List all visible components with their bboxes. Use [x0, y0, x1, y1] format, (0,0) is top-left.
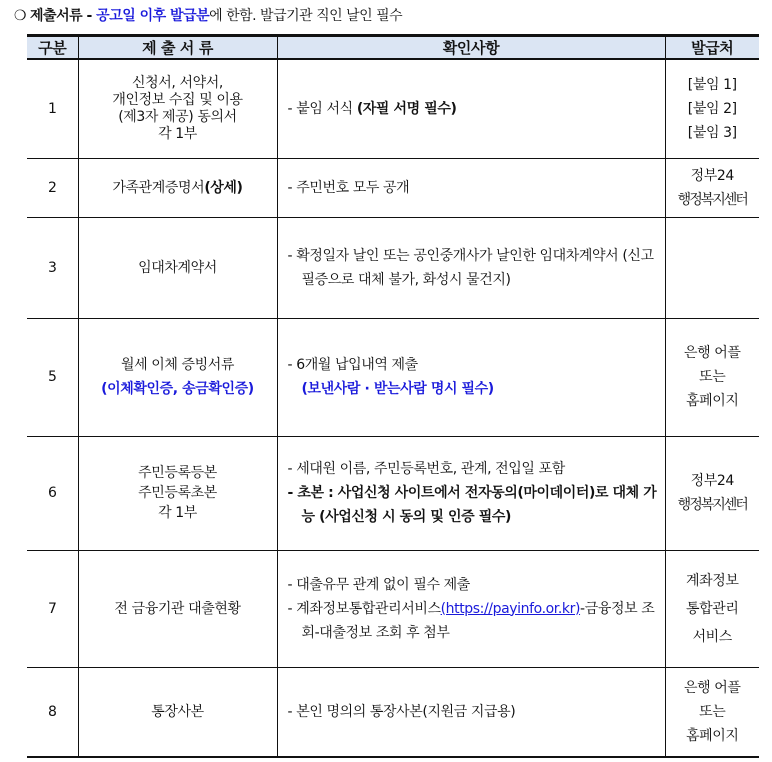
- row-check: - 주민번호 모두 공개: [277, 158, 665, 217]
- table-row: [27, 436, 759, 550]
- row-issuer: 은행 어플 또는 홈페이지: [665, 667, 759, 757]
- table-row: [27, 59, 759, 158]
- row-issuer: 계좌정보 통합관리 서비스: [665, 550, 759, 667]
- row-no: 7: [27, 550, 78, 667]
- header-doc: 제 출 서 류: [78, 36, 277, 60]
- row-check: - 대출유무 관계 없이 필수 제출 - 계좌정보통합관리서비스(https://payinfo.or.kr)-금융정보 조회-대출정보 조회 후 첨부: [277, 550, 665, 667]
- documents-table: [27, 34, 759, 758]
- section-title: ❍ 제출서류 - 공고일 이후 발급분에 한함. 발급기관 직인 날인 필수: [14, 8, 403, 24]
- row-doc: 신청서, 서약서, 개인정보 수집 및 이용 (제3자 제공) 동의서 각 1부: [78, 59, 277, 158]
- table-row: [27, 667, 759, 757]
- row-doc: 통장사본: [78, 667, 277, 757]
- row-no: 3: [27, 217, 78, 318]
- row-no: 2: [27, 158, 78, 217]
- row-issuer: 정부24 행정복지센터: [665, 436, 759, 550]
- row-doc: 임대차계약서: [78, 217, 277, 318]
- row-doc: 전 금융기관 대출현황: [78, 550, 277, 667]
- row-doc: 가족관계증명서(상세): [78, 158, 277, 217]
- row-no: 6: [27, 436, 78, 550]
- row-no: 8: [27, 667, 78, 757]
- row-doc: 주민등록등본 주민등록초본 각 1부: [78, 436, 277, 550]
- row-check: - 확정일자 날인 또는 공인중개사가 날인한 임대차계약서 (신고필증으로 대체 불가, 화성시 물건지): [277, 217, 665, 318]
- table-row: [27, 158, 759, 217]
- row-issuer: 정부24 행정복지센터: [665, 158, 759, 217]
- table-row: [27, 550, 759, 667]
- header-issuer: 발급처: [665, 36, 759, 60]
- row-doc: 월세 이체 증빙서류 (이체확인증, 송금확인증): [78, 318, 277, 436]
- table-row: [27, 217, 759, 318]
- table-header: [27, 36, 759, 60]
- header-no: 구분: [27, 36, 78, 60]
- row-no: 1: [27, 59, 78, 158]
- payinfo-link[interactable]: (https://payinfo.or.kr): [440, 600, 581, 617]
- row-check: - 세대원 이름, 주민등록번호, 관계, 전입일 포함 - 초본 : 사업신청 사이트에서 전자동의(마이데이터)로 대체 가능 (사업신청 시 동의 및 인증 필수): [277, 436, 665, 550]
- row-check: - 붙임 서식 (자필 서명 필수): [277, 59, 665, 158]
- circle-bullet-icon: ❍: [14, 8, 27, 24]
- row-no: 5: [27, 318, 78, 436]
- row-issuer: [붙임 1] [붙임 2] [붙임 3]: [665, 59, 759, 158]
- header-check: 확인사항: [277, 36, 665, 60]
- table-row: [27, 318, 759, 436]
- row-check: - 본인 명의의 통장사본(지원금 지급용): [277, 667, 665, 757]
- row-issuer: [665, 217, 759, 318]
- row-issuer: 은행 어플 또는 홈페이지: [665, 318, 759, 436]
- row-check: - 6개월 납입내역 제출 (보낸사람 · 받는사람 명시 필수): [277, 318, 665, 436]
